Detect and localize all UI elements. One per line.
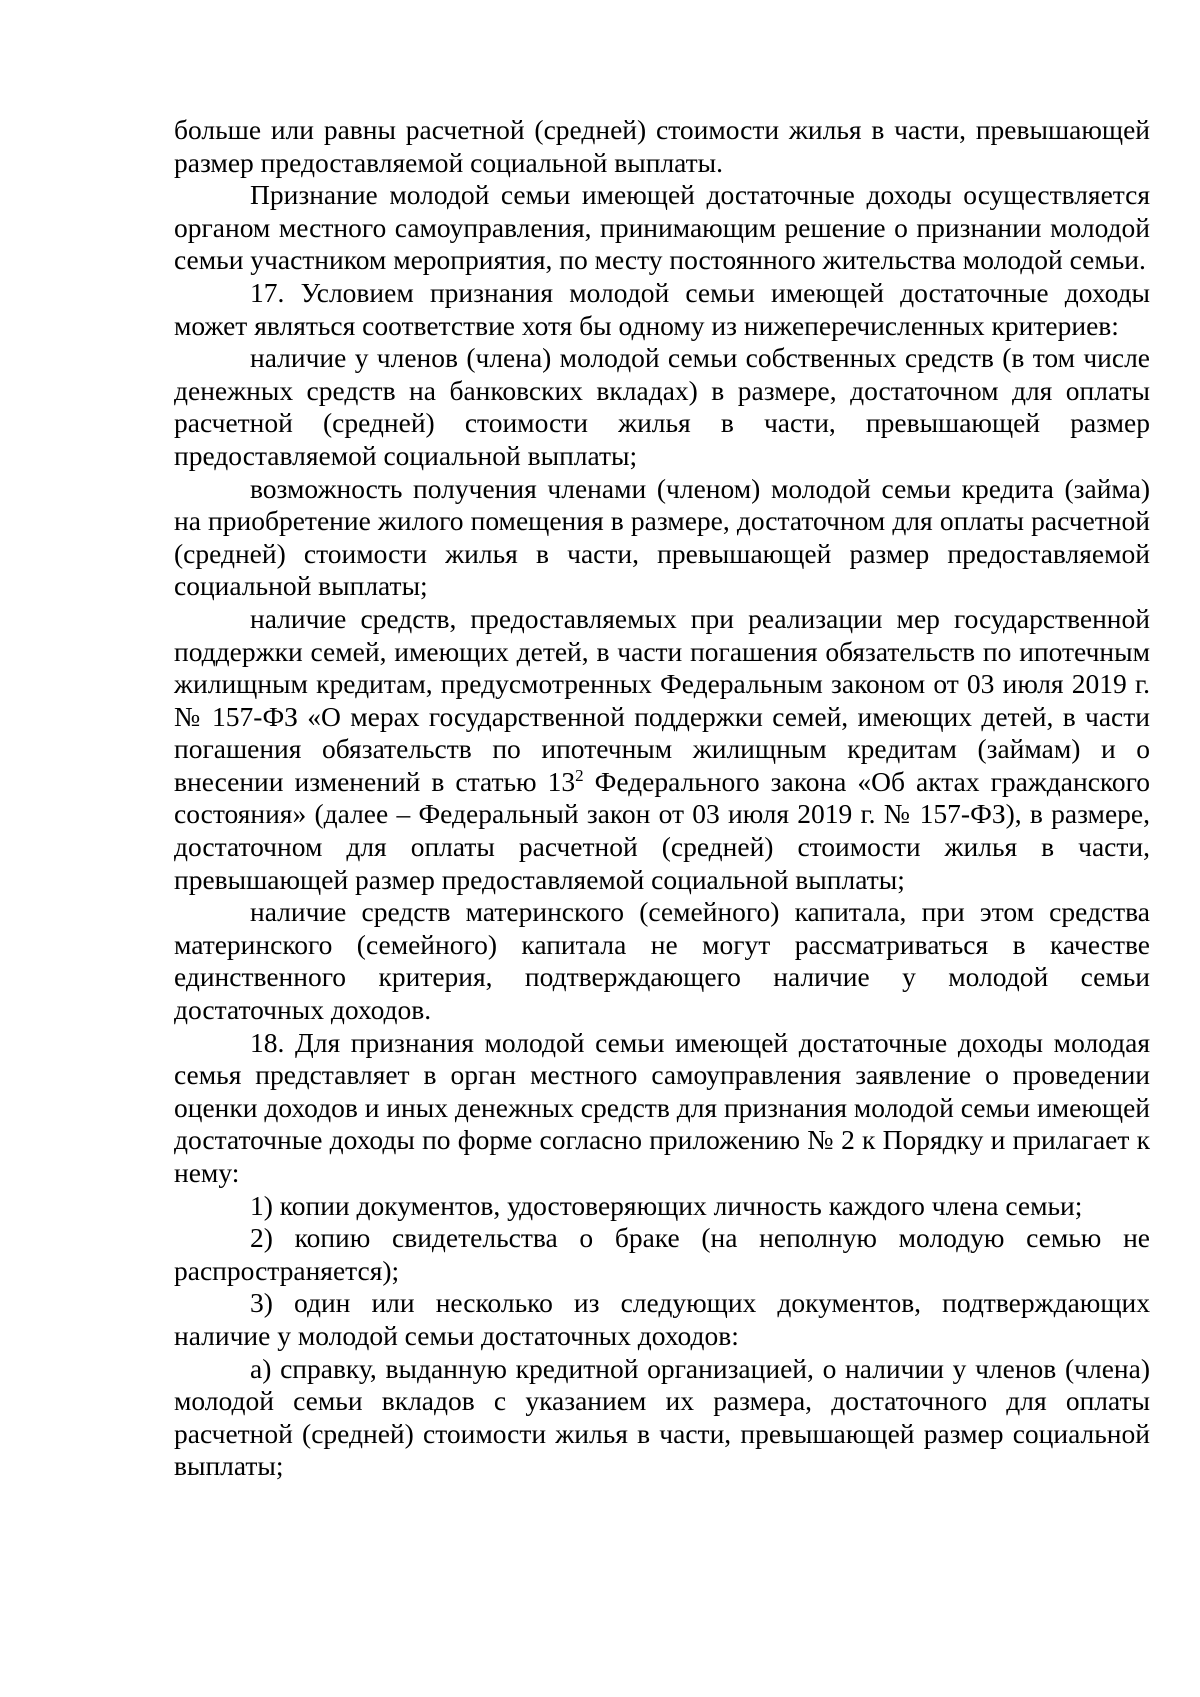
- document-page: [174, 114, 1150, 1483]
- paragraph-recognition: Признание молодой семьи имеющей достаточные доходы осуществляется органом местного самоуправления, принимающим решение о признании молодой семьи участником мероприятия, по месту постоянного жительства молодой семьи.: [174, 179, 1150, 276]
- paragraph-criterion-state-support: [174, 603, 1150, 896]
- list-item-3: 3) один или несколько из следующих документов, подтверждающих наличие у молодой семьи достаточных доходов:: [174, 1287, 1150, 1351]
- text-after-superscript: Федерального закона «Об актах гражданского состояния» (далее – Федеральный закон от 03 июля 2019 г. № 157-ФЗ), в размере, достаточном для оплаты расчетной (средней) стоимости жилья в части, превышающей размер предоставляемой социальной выплаты;: [174, 765, 1150, 895]
- paragraph-criterion-credit: возможность получения членами (членом) молодой семьи кредита (займа) на приобретение жилого помещения в размере, достаточном для оплаты расчетной (средней) стоимости жилья в части, превышающей размер предоставляемой социальной выплаты;: [174, 472, 1150, 602]
- paragraph-item-17: 17. Условием признания молодой семьи имеющей достаточные доходы может являться соответствие хотя бы одному из нижеперечисленных критериев:: [174, 276, 1150, 341]
- superscript: 2: [575, 765, 584, 785]
- paragraph-item-18: 18. Для признания молодой семьи имеющей достаточные доходы молодая семья представляет в орган местного самоуправления заявление о проведении оценки доходов и иных денежных средств для признания молодой семьи имеющей достаточные доходы по форме согласно приложению № 2 к Порядку и прилагает к нему:: [174, 1026, 1150, 1188]
- paragraph-continuation: больше или равны расчетной (средней) стоимости жилья в части, превышающей размер предоставляемой социальной выплаты.: [174, 114, 1150, 178]
- paragraph-criterion-maternity-capital: наличие средств материнского (семейного) капитала, при этом средства материнского (семейного) капитала не могут рассматриваться в качестве единственного критерия, подтверждающего наличие у молодой семьи достаточных доходов.: [174, 896, 1150, 1026]
- paragraph-criterion-own-funds: наличие у членов (члена) молодой семьи собственных средств (в том числе денежных средств на банковских вкладах) в размере, достаточном для оплаты расчетной (средней) стоимости жилья в части, превышающей размер предоставляемой социальной выплаты;: [174, 342, 1150, 471]
- text-before-superscript: наличие средств, предоставляемых при реализации мер государственной поддержки семей, имеющих детей, в части погашения обязательств по ипотечным жилищным кредитам, предусмотренных Федеральным законом от 03 июля 2019 г. № 157-ФЗ «О мерах государственной поддержки семей, имеющих детей, в части погашения обязательств по ипотечным жилищным кредитам (займам) и о внесении изменений в статью 13: [174, 602, 1150, 797]
- list-item-2: 2) копию свидетельства о браке (на неполную молодую семью не распространяется);: [174, 1222, 1150, 1286]
- list-item-3a: а) справку, выданную кредитной организацией, о наличии у членов (члена) молодой семьи вкладов с указанием их размера, достаточного для оплаты расчетной (средней) стоимости жилья в части, превышающей размер социальной выплаты;: [174, 1352, 1150, 1482]
- list-item-1: 1) копии документов, удостоверяющих личность каждого члена семьи;: [250, 1189, 1083, 1221]
